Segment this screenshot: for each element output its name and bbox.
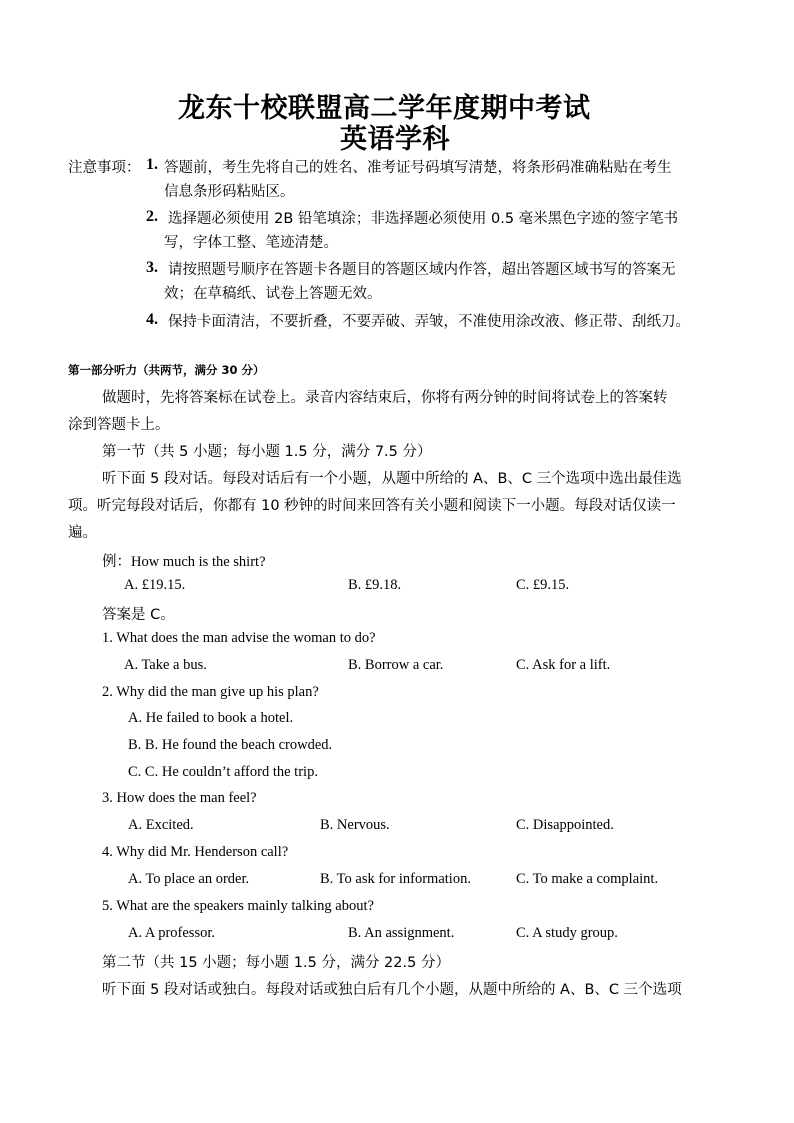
- notice-item-2-line1: 选择题必须使用 2B 铅笔填涂；非选择题必须使用 0.5 毫米黑色字迹的签字笔书: [168, 211, 679, 227]
- exam-title: 龙东十校联盟高二学年度期中考试: [178, 93, 591, 124]
- question-3-option-a: A. Excited.: [128, 817, 194, 833]
- section1-instructions-line2: 项。听完每段对话后，你都有 10 秒钟的时间来回答有关小题和阅读下一小题。每段对话仅读一: [68, 498, 676, 514]
- question-4-option-b: B. To ask for information.: [320, 871, 471, 887]
- question-3-option-c: C. Disappointed.: [516, 817, 614, 833]
- section2-heading: 第二节（共 15 小题；每小题 1.5 分，满分 22.5 分）: [102, 955, 450, 971]
- notice-item-1-number: 1.: [146, 156, 158, 173]
- question-4-option-a: A. To place an order.: [128, 871, 250, 887]
- question-5-option-a: A. A professor.: [128, 925, 215, 941]
- question-1-option-a: A. Take a bus.: [124, 657, 207, 673]
- question-5-option-b: B. An assignment.: [348, 925, 455, 941]
- example-answer: 答案是 C。: [102, 607, 175, 623]
- question-3-option-b: B. Nervous.: [320, 817, 390, 833]
- question-4: 4. Why did Mr. Henderson call?: [102, 844, 289, 860]
- section1-instructions-line3: 遍。: [68, 525, 97, 541]
- notice-item-4-number: 4.: [146, 311, 158, 328]
- question-2-option-c: C. C. He couldn’t afford the trip.: [128, 764, 318, 780]
- notice-item-3-number: 3.: [146, 259, 158, 276]
- notice-item-2-number: 2.: [146, 208, 158, 225]
- notice-item-1-line2: 信息条形码粘贴区。: [164, 184, 295, 200]
- exam-subject: 英语学科: [340, 124, 450, 155]
- example-option-a: A. £19.15.: [124, 577, 186, 593]
- question-2: 2. Why did the man give up his plan?: [102, 684, 319, 700]
- question-5-option-c: C. A study group.: [516, 925, 618, 941]
- part1-heading: 第一部分听力（共两节，满分 30 分）: [68, 363, 265, 377]
- question-3: 3. How does the man feel?: [102, 790, 257, 806]
- question-2-option-a: A. He failed to book a hotel.: [128, 710, 294, 726]
- notice-item-3-line1: 请按照题号顺序在答题卡各题目的答题区域内作答，超出答题区域书写的答案无: [168, 262, 676, 278]
- notice-label: 注意事项：: [68, 160, 141, 176]
- question-2-option-b: B. B. He found the beach crowded.: [128, 737, 333, 753]
- part1-intro-line1: 做题时，先将答案标在试卷上。录音内容结束后，你将有两分钟的时间将试卷上的答案转: [102, 390, 668, 406]
- question-5: 5. What are the speakers mainly talking about?: [102, 898, 374, 914]
- section2-instructions-line1: 听下面 5 段对话或独白。每段对话或独白后有几个小题，从题中所给的 A、B、C 三个选项: [102, 982, 682, 998]
- example-option-b: B. £9.18.: [348, 577, 402, 593]
- section1-heading: 第一节（共 5 小题；每小题 1.5 分，满分 7.5 分）: [102, 444, 432, 460]
- question-1-option-b: B. Borrow a car.: [348, 657, 444, 673]
- part1-intro-line2: 涂到答题卡上。: [68, 417, 170, 433]
- notice-item-2-line2: 写，字体工整、笔迹清楚。: [164, 235, 338, 251]
- notice-item-4-line1: 保持卡面清洁，不要折叠，不要弄破、弄皱，不准使用涂改液、修正带、刮纸刀。: [168, 314, 690, 330]
- question-1-option-c: C. Ask for a lift.: [516, 657, 611, 673]
- section1-instructions-line1: 听下面 5 段对话。每段对话后有一个小题，从题中所给的 A、B、C 三个选项中选出最佳选: [102, 471, 682, 487]
- example-question: 例：How much is the shirt?: [102, 554, 266, 570]
- notice-item-3-line2: 效；在草稿纸、试卷上答题无效。: [164, 286, 382, 302]
- example-option-c: C. £9.15.: [516, 577, 570, 593]
- notice-item-1-line1: 答题前，考生先将自己的姓名、准考证号码填写清楚，将条形码准确粘贴在考生: [164, 160, 672, 176]
- question-1: 1. What does the man advise the woman to do?: [102, 630, 376, 646]
- question-4-option-c: C. To make a complaint.: [516, 871, 659, 887]
